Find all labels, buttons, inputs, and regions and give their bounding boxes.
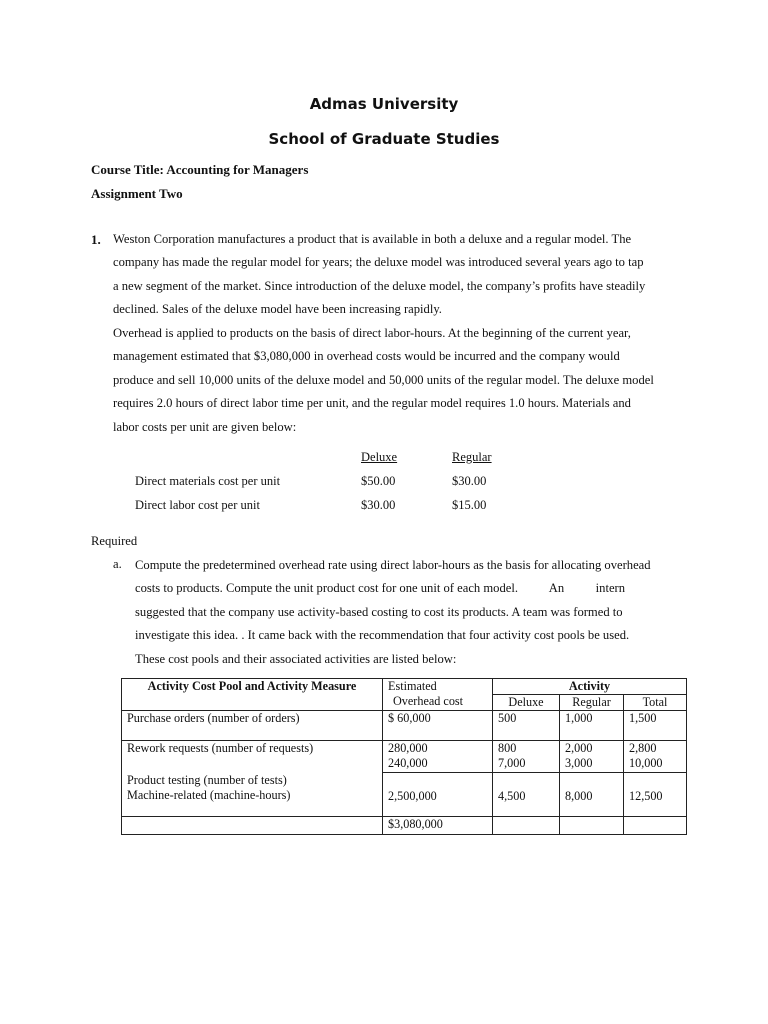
- row-cost: [383, 741, 493, 773]
- paragraph-line: produce and sell 10,000 units of the deluxe model and 50,000 units of the regular model. The deluxe model: [113, 372, 654, 387]
- assignment-label: Assignment Two: [91, 186, 183, 201]
- header-total: Total: [624, 695, 687, 711]
- header-estimated-overhead: [383, 679, 493, 711]
- cost-header-regular: Regular: [452, 450, 492, 464]
- row-total: 1,500: [624, 711, 687, 741]
- paragraph-line: declined. Sales of the deluxe model have been increasing rapidly.: [113, 302, 442, 317]
- row-deluxe: 500: [493, 711, 560, 741]
- paragraph-line: requires 2.0 hours of direct labor time per unit, and the regular model requires 1.0 hours. Materials and: [113, 396, 631, 411]
- cost-row-regular: $15.00: [452, 498, 487, 512]
- row-regular: [560, 741, 624, 773]
- paragraph-line: suggested that the company use activity-based costing to cost its products. A team was formed to: [135, 604, 623, 619]
- header-activity: Activity: [493, 679, 687, 695]
- label-a: Product testing (number of tests): [127, 772, 287, 787]
- row-regular: 1,000: [560, 711, 624, 741]
- row-cost: 2,500,000: [383, 773, 493, 817]
- row-total: [624, 741, 687, 773]
- deluxe-a: 800: [498, 741, 517, 755]
- total-b: 10,000: [629, 756, 663, 770]
- question-number: 1.: [91, 232, 101, 247]
- row-label: Purchase orders (number of orders): [122, 711, 383, 741]
- total-row-total: [624, 817, 687, 835]
- school-title: School of Graduate Studies: [268, 130, 500, 148]
- cost-row-regular: $30.00: [452, 474, 487, 488]
- deluxe-b: 7,000: [498, 756, 526, 770]
- row-cost: $ 60,000: [383, 711, 493, 741]
- regular-b: 3,000: [565, 756, 593, 770]
- total-row-label: [122, 817, 383, 835]
- row-deluxe: 4,500: [493, 773, 560, 817]
- table-row: [122, 773, 687, 817]
- total-a: 2,800: [629, 741, 657, 755]
- question-paragraph-2: [113, 322, 678, 439]
- header-pool: Activity Cost Pool and Activity Measure: [122, 679, 383, 711]
- paragraph-line: costs to products. Compute the unit product cost for one unit of each model. An intern: [135, 581, 626, 596]
- table-row: [122, 741, 687, 773]
- paragraph-line: a new segment of the market. Since introduction of the deluxe model, the company’s profits have steadily: [113, 278, 646, 293]
- header-regular: Regular: [560, 695, 624, 711]
- table-header-row: [122, 679, 687, 695]
- total-row-deluxe: [493, 817, 560, 835]
- table-row: [122, 711, 687, 741]
- total-row-cost: $3,080,000: [383, 817, 493, 835]
- paragraph-line: investigate this idea. . It came back with the recommendation that four activity cost pools be used.: [135, 628, 630, 643]
- total-row-regular: [560, 817, 624, 835]
- paragraph-line: management estimated that $3,080,000 in overhead costs would be incurred and the company would: [113, 349, 620, 364]
- cost-a: 280,000: [388, 741, 428, 755]
- cost-row-label: Direct labor cost per unit: [135, 498, 260, 512]
- cost-header-deluxe: Deluxe: [361, 450, 398, 464]
- required-label: Required: [91, 534, 138, 548]
- row-total: 12,500: [624, 773, 687, 817]
- paragraph-line: labor costs per unit are given below:: [113, 419, 297, 434]
- paragraph-line: company has made the regular model for years; the deluxe model was introduced several years ago to tap: [113, 255, 644, 270]
- university-title: Admas University: [309, 95, 459, 113]
- paragraph-line: These cost pools and their associated activities are listed below:: [135, 651, 457, 666]
- course-title: Course Title: Accounting for Managers: [91, 162, 309, 177]
- label-b: Machine-related (machine-hours): [127, 787, 291, 802]
- paragraph-line: Compute the predetermined overhead rate using direct labor-hours as the basis for allocating overhead: [135, 558, 651, 572]
- row-regular: 8,000: [560, 773, 624, 817]
- cost-row-deluxe: $50.00: [361, 474, 396, 488]
- part-a-letter: a.: [113, 557, 122, 571]
- header-deluxe: Deluxe: [493, 695, 560, 711]
- cost-row-deluxe: $30.00: [361, 498, 396, 512]
- header-estimated: Estimated: [388, 679, 437, 693]
- part-a-paragraph: [135, 554, 678, 671]
- row-label: [122, 773, 383, 817]
- regular-a: 2,000: [565, 741, 593, 755]
- paragraph-line: Overhead is applied to products on the basis of direct labor-hours. At the beginning of the current year,: [113, 326, 631, 340]
- cost-b: 240,000: [388, 756, 428, 770]
- table-total-row: [122, 817, 687, 835]
- header-overhead-cost: Overhead cost: [393, 694, 464, 708]
- question-paragraph-1: [113, 228, 678, 322]
- row-label: Rework requests (number of requests): [122, 741, 383, 773]
- cost-row-label: Direct materials cost per unit: [135, 474, 281, 488]
- activity-cost-table: [121, 678, 687, 835]
- row-deluxe: [493, 741, 560, 773]
- paragraph-line: Weston Corporation manufactures a product that is available in both a deluxe and a regular model. The: [113, 232, 632, 246]
